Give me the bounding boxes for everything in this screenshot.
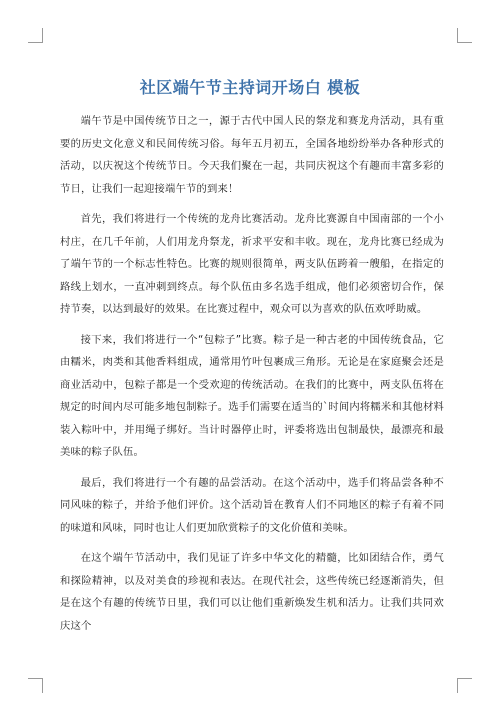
paragraph-tasting: 最后，我们将进行一个有趣的品尝活动。在这个活动中，选手们将品尝各种不同风味的粽子，并给予他们评价。这个活动旨在教育人们不同地区的粽子有着不同的味道和风味，同时也让人们更加欣赏粽子的文化价值和美味。	[60, 476, 444, 534]
document-title: 社区端午节主持词开场白 模板	[139, 77, 361, 97]
document-body	[60, 110, 444, 645]
paragraph-closing: 在这个端午节活动中，我们见证了许多中华文化的精髓，比如团结合作，勇气和探险精神，以及对美食的珍视和表达。在现代社会，这些传统已经逐渐消失，但是在这个有趣的传统节日里，我们可以让他们重新焕发生机和活力。让我们共同欢庆这个	[60, 552, 444, 632]
crop-mark-top-left	[28, 28, 43, 43]
crop-mark-bottom-left	[28, 678, 43, 693]
crop-mark-top-right	[457, 28, 472, 43]
paragraph-intro: 端午节是中国传统节日之一，源于古代中国人民的祭龙和赛龙舟活动，具有重要的历史文化意义和民间传统习俗。每年五月初五，全国各地纷纷举办各种形式的活动，以庆祝这个传统节日。今天我们聚在一起，共同庆祝这个有趣而丰富多彩的节日，让我们一起迎接端午节的到来！	[60, 115, 444, 195]
paragraph-dragon-boat: 首先，我们将进行一个传统的龙舟比赛活动。龙舟比赛源自中国南部的一个小村庄，在几千年前，人们用龙舟祭龙，祈求平安和丰收。现在，龙舟比赛已经成为了端午节的一个标志性特色。比赛的规则很简单，两支队伍跨着一艘船，在指定的路线上划水，一直冲刺到终点。每个队伍由多名选手组成，他们必须密切合作，保持节奏，以达到最好的效果。在比赛过程中，观众可以为喜欢的队伍欢呼助威。	[60, 213, 444, 315]
paragraph-zongzi-making: 接下来，我们将进行一个“包粽子”比赛。粽子是一种古老的中国传统食品，它由糯米，肉类和其他香料组成，通常用竹叶包裹成三角形。无论是在家庭聚会还是商业活动中，包粽子都是一个受欢迎的传统活动。在我们的比赛中，两支队伍将在规定的时间内尽可能多地包制粽子。选手们需要在适当的`时间内将糯米和其他材料装入粽叶中，并用绳子绑好。当计时器停止时，评委将选出包制最快，最漂亮和最美味的粽子队伍。	[60, 333, 444, 458]
crop-mark-bottom-right	[457, 678, 472, 693]
